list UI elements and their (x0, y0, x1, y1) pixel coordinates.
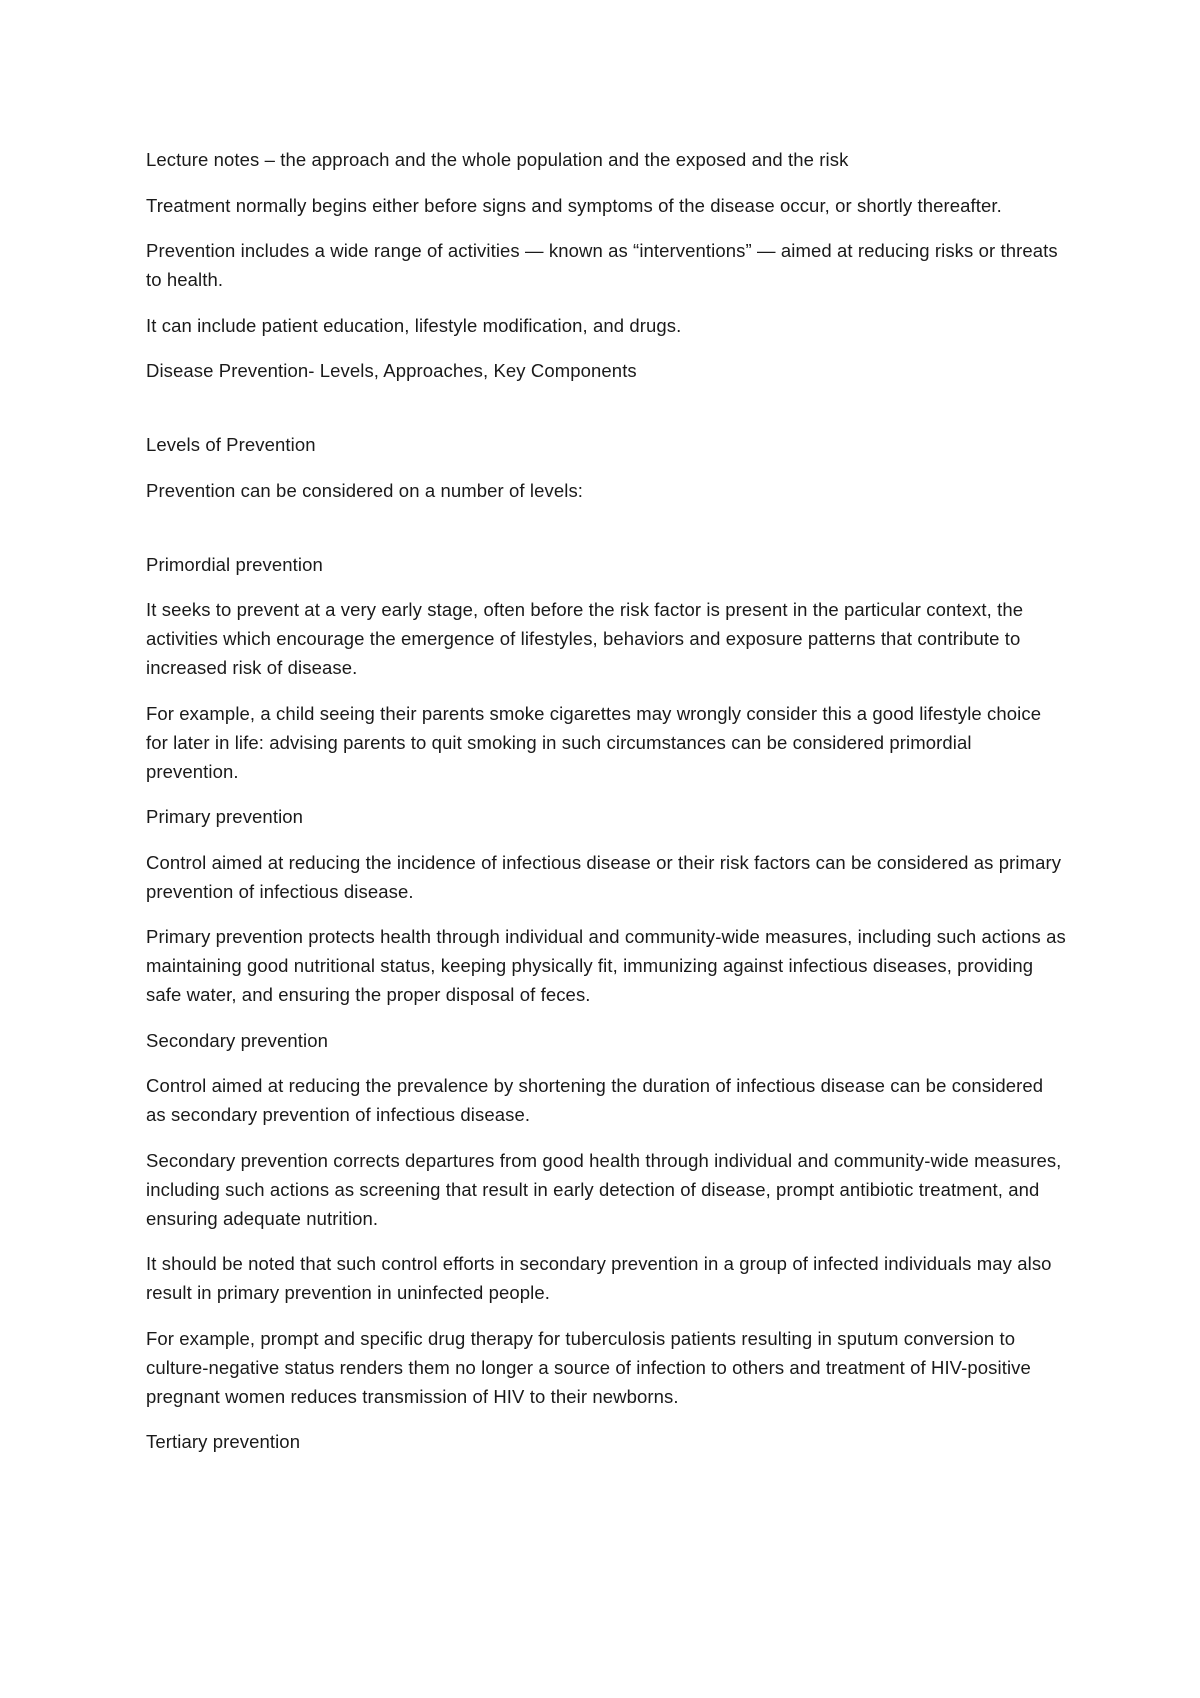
paragraph-secondary-example: For example, prompt and specific drug therapy for tuberculosis patients resulting in sputum conversion to culture-negative status renders them no longer a source of infection to others and treatment of HIV-positive pregnant women reduces transmission of HIV to their newborns. (146, 1327, 1031, 1407)
paragraph-prevention-includes: It can include patient education, lifestyle modification, and drugs. (146, 314, 682, 336)
section-title-disease-prevention: Disease Prevention- Levels, Approaches, Key Components (146, 360, 637, 381)
heading-tertiary-prevention: Tertiary prevention (146, 1431, 301, 1452)
heading-levels-of-prevention: Levels of Prevention (146, 434, 316, 455)
paragraph-levels-intro: Prevention can be considered on a number of levels: (146, 479, 584, 501)
heading-primary-prevention: Primary prevention (146, 806, 304, 827)
lecture-notes-line: Lecture notes – the approach and the whole population and the exposed and the risk (146, 149, 849, 170)
paragraph-secondary-measures: Secondary prevention corrects departures from good health through individual and community-wide measures, including such actions as screening that result in early detection of disease, prompt antibiotic treatment, and ensuring adequate nutrition. (146, 1149, 1062, 1229)
paragraph-primordial-example: For example, a child seeing their parents smoke cigarettes may wrongly consider this a good lifestyle choice for later in life: advising parents to quit smoking in such circumstances can be considered primordial prevention. (146, 702, 1042, 782)
document-body (146, 145, 1066, 1473)
paragraph-secondary-definition: Control aimed at reducing the prevalence by shortening the duration of infectious disease can be considered as secondary prevention of infectious disease. (146, 1075, 1044, 1125)
paragraph-prevention-definition: Prevention includes a wide range of activities — known as “interventions” — aimed at reducing risks or threats to health. (146, 240, 1058, 290)
heading-secondary-prevention: Secondary prevention (146, 1029, 328, 1051)
paragraph-primary-definition: Control aimed at reducing the incidence of infectious disease or their risk factors can be considered as primary prevention of infectious disease. (146, 851, 1062, 902)
paragraph-secondary-note: It should be noted that such control efforts in secondary prevention in a group of infected individuals may also result in primary prevention in uninfected people. (146, 1253, 1052, 1303)
paragraph-primordial-definition: It seeks to prevent at a very early stage, often before the risk factor is present in the particular context, the activities which encourage the emergence of lifestyles, behaviors and exposure patterns that contribute to increased risk of disease. (146, 599, 1024, 678)
paragraph-treatment: Treatment normally begins either before signs and symptoms of the disease occur, or shortly thereafter. (146, 194, 1002, 216)
heading-primordial-prevention: Primordial prevention (146, 553, 323, 575)
paragraph-primary-measures: Primary prevention protects health through individual and community-wide measures, including such actions as maintaining good nutritional status, keeping physically fit, immunizing against infectious diseases, providing safe water, and ensuring the proper disposal of feces. (146, 926, 1066, 1005)
